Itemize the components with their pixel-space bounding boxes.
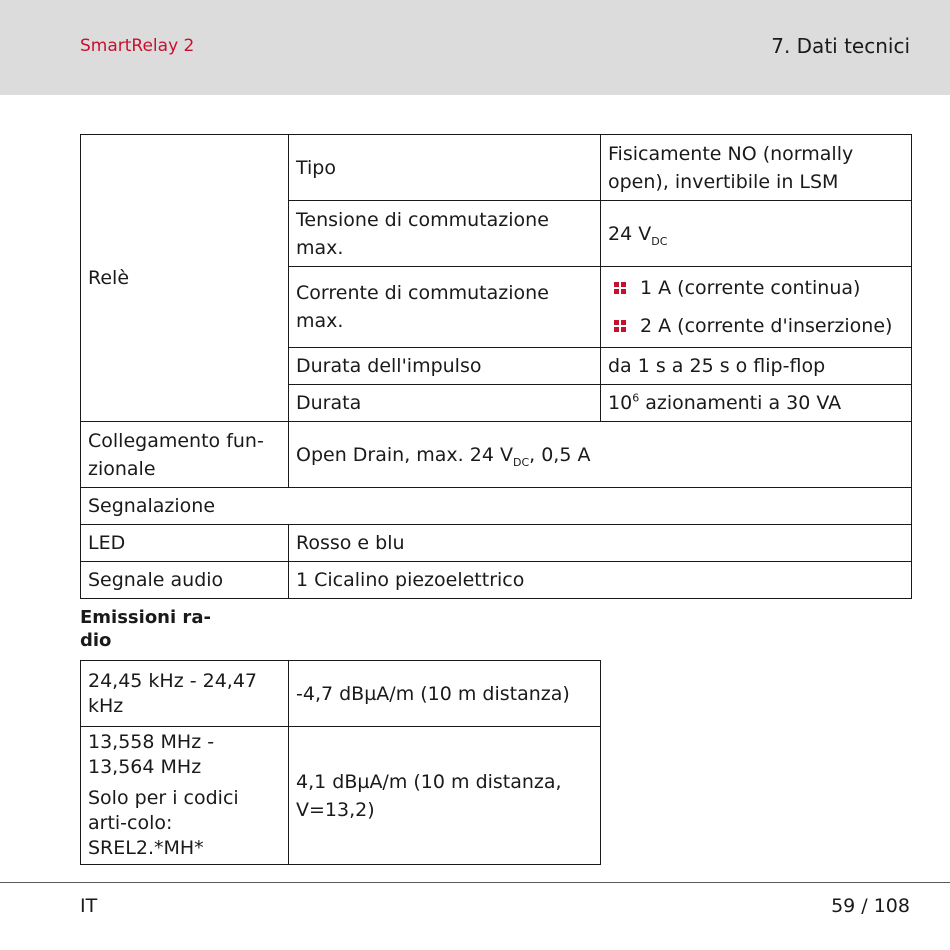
red-square-bullet-icon: [614, 282, 626, 294]
durata-value: $10^6$ azionamenti a 30 VA: [601, 385, 912, 422]
table-row: [81, 488, 912, 525]
tensione-value: 24 $V_{DC}$: [601, 201, 912, 267]
corrente-value: [601, 267, 912, 348]
tensione-label: Tensione di commutazione max.: [289, 201, 601, 267]
technical-data-table: [80, 134, 912, 599]
segnalazione-label: Segnalazione: [81, 488, 912, 525]
collegamento-label: Collegamento fun-zionale: [81, 422, 289, 488]
table-row: [81, 661, 601, 727]
tipo-value: Fisicamente NO (normally open), invertibile in LSM: [601, 135, 912, 201]
page-number: 59 / 108: [831, 895, 910, 917]
list-item: 2 A (corrente d'inserzione): [608, 307, 904, 345]
corrente-label: Corrente di commutazione max.: [289, 267, 601, 348]
radio-value-cell: -4,7 dBµA/m (10 m distanza): [289, 661, 601, 727]
article-note: Solo per i codici arti-colo: SREL2.*MH*: [88, 787, 239, 859]
led-value: Rosso e blu: [289, 525, 912, 562]
durata-label: Durata: [289, 385, 601, 422]
table-row: [81, 562, 912, 599]
durata-impulso-value: da 1 s a 25 s o flip-flop: [601, 348, 912, 385]
rele-label: Relè: [81, 135, 289, 422]
collegamento-value: Open Drain, max. 24 $V_{DC}$, 0,5 A: [289, 422, 912, 488]
footer-divider: [0, 882, 950, 883]
table-row: [81, 135, 912, 201]
page-header: [0, 0, 950, 95]
footer-language: IT: [80, 895, 98, 917]
radio-section-title: Emissioni ra-dio: [80, 607, 211, 651]
radio-freq-cell: 13,558 MHz - 13,564 MHz Solo per i codici arti-colo: SREL2.*MH*: [81, 727, 289, 865]
red-square-bullet-icon: [614, 320, 626, 332]
chapter-title: 7. Dati tecnici: [771, 34, 910, 58]
durata-impulso-label: Durata dell'impulso: [289, 348, 601, 385]
table-row: [81, 525, 912, 562]
radio-freq-cell: 24,45 kHz - 24,47 kHz: [81, 661, 289, 727]
list-item: 1 A (corrente continua): [608, 269, 904, 307]
tipo-label: Tipo: [289, 135, 601, 201]
radio-emissions-table: [80, 660, 601, 865]
audio-label: Segnale audio: [81, 562, 289, 599]
audio-value: 1 Cicalino piezoelettrico: [289, 562, 912, 599]
brand-name: SmartRelay 2: [80, 36, 195, 56]
table-row: [81, 422, 912, 488]
table-row: [81, 727, 601, 865]
radio-value-cell: 4,1 dBµA/m (10 m distanza, V=13,2): [289, 727, 601, 865]
led-label: LED: [81, 525, 289, 562]
